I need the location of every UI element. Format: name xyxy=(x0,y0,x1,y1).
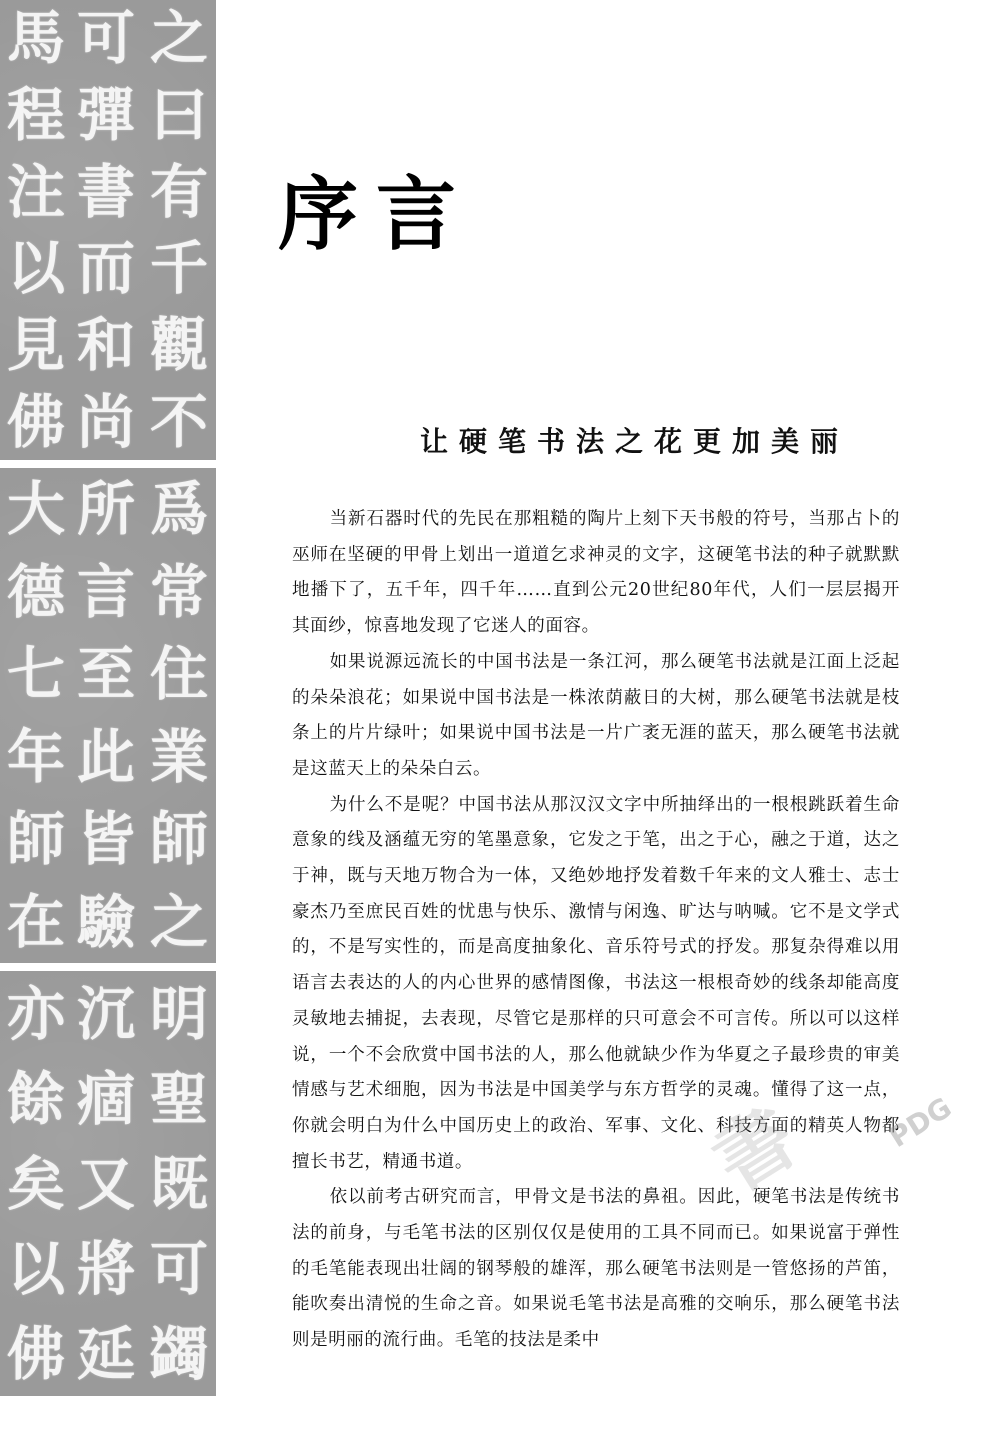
calligraphy-char: 延 xyxy=(76,1319,135,1388)
paragraph: 如果说源远流长的中国书法是一条江河，那么硬笔书法就是江面上泛起的朵朵浪花；如果说中国书法是一株浓荫蔽日的大树，那么硬笔书法就是枝条上的片片绿叶；如果说中国书法是一片广袤无涯的蓝天，那么硬笔书法就是这蓝天上的朵朵白云。 xyxy=(292,651,900,779)
paragraph: 依以前考古研究而言，甲骨文是书法的鼻祖。因此，硬笔书法是传统书法的前身，与毛笔书法的区别仅仅是使用的工具不同而已。如果说富于弹性的毛笔能表现出壮阔的钢琴般的雄浑，那么硬笔书法则是一管悠扬的芦笛，能吹奏出清悦的生命之音。如果说毛笔书法是高雅的交响乐，那么硬笔书法则是明丽的流行曲。毛笔的技法是柔中 xyxy=(292,1187,900,1351)
calligraphy-column xyxy=(2,468,70,963)
calligraphy-char: 千 xyxy=(149,234,208,303)
calligraphy-char: 言 xyxy=(76,557,135,626)
calligraphy-char: 尚 xyxy=(76,387,135,456)
calligraphy-char: 程 xyxy=(6,80,65,149)
watermark-seal-text: 書 xyxy=(698,1088,818,1210)
page-title: 序言 xyxy=(278,168,474,261)
calligraphy-char: 明 xyxy=(149,979,208,1048)
calligraphy-char: 以 xyxy=(6,234,65,303)
calligraphy-char: 住 xyxy=(149,640,208,709)
calligraphy-column xyxy=(145,971,213,1396)
calligraphy-char: 亦 xyxy=(6,979,65,1048)
paragraph: 为什么不是呢？中国书法从那汉汉文字中所抽绎出的一根根跳跃着生命意象的线及涵蕴无穷的笔墨意象，它发之于笔，出之于心，融之于道，达之于神，既与天地万物合为一体，又绝妙地抒发着数千年来的文人雅士、志士豪杰乃至庶民百姓的忧患与快乐、激情与闲逸、旷达与呐喊。它不是文学式的，不是写实性的，而是高度抽象化、音乐符号式的抒发。那复杂得难以用语言去表达的人的内心世界的感情图像，书法这一根根奇妙的线条却能高度灵敏地去捕捉，去表现，尽管它是那样的只可意会不可言传。所以可以这样说，一个不会欣赏中国书法的人，那么他就缺少作为华夏之子最珍贵的审美情感与艺术细胞，因为书法是中国美学与东方哲学的灵魂。懂得了这一点，你就会明白为什么中国历史上的政治、军事、文化、科技方面的精英人物都擅长书艺，精通书道。 xyxy=(292,794,900,1172)
calligraphy-char: 蠲 xyxy=(149,1319,208,1388)
calligraphy-char: 以 xyxy=(6,1234,65,1303)
calligraphy-char: 此 xyxy=(76,722,135,791)
calligraphy-char: 彈 xyxy=(76,80,135,149)
calligraphy-char: 聖 xyxy=(149,1064,208,1133)
calligraphy-char: 大 xyxy=(6,475,65,544)
calligraphy-char: 業 xyxy=(149,722,208,791)
calligraphy-char: 沉 xyxy=(76,979,135,1048)
watermark-label: PDG xyxy=(883,1090,958,1155)
calligraphy-char: 爲 xyxy=(149,475,208,544)
calligraphy-column xyxy=(145,0,213,460)
calligraphy-strip xyxy=(0,0,216,1396)
calligraphy-char: 有 xyxy=(149,157,208,226)
calligraphy-char: 至 xyxy=(76,640,135,709)
calligraphy-panel-top xyxy=(0,0,216,460)
calligraphy-char: 見 xyxy=(6,310,65,379)
calligraphy-char: 書 xyxy=(76,157,135,226)
calligraphy-char: 皆 xyxy=(76,805,135,874)
calligraphy-panel-bottom xyxy=(0,971,216,1396)
calligraphy-column xyxy=(72,468,140,963)
calligraphy-char: 師 xyxy=(6,805,65,874)
calligraphy-char: 而 xyxy=(76,234,135,303)
calligraphy-char: 馬 xyxy=(6,4,65,73)
calligraphy-char: 痼 xyxy=(76,1064,135,1133)
calligraphy-char: 師 xyxy=(149,805,208,874)
calligraphy-char: 又 xyxy=(76,1149,135,1218)
calligraphy-char: 年 xyxy=(6,722,65,791)
calligraphy-column xyxy=(2,971,70,1396)
calligraphy-char: 之 xyxy=(149,4,208,73)
calligraphy-char: 既 xyxy=(149,1149,208,1218)
section-subtitle: 让硬笔书法之花更加美丽 xyxy=(420,425,850,458)
calligraphy-char: 注 xyxy=(6,157,65,226)
paragraph: 当新石器时代的先民在那粗糙的陶片上刻下天书般的符号，当那占卜的巫师在坚硬的甲骨上划出一道道乞求神灵的文字，这硬笔书法的种子就默默地播下了，五千年，四千年……直到公元20世纪80年代，人们一层层揭开其面纱，惊喜地发现了它迷人的面容。 xyxy=(292,509,900,637)
calligraphy-column xyxy=(72,971,140,1396)
calligraphy-char: 所 xyxy=(76,475,135,544)
calligraphy-column xyxy=(72,0,140,460)
calligraphy-char: 不 xyxy=(149,387,208,456)
panel-divider xyxy=(0,963,216,971)
calligraphy-char: 曰 xyxy=(149,80,208,149)
calligraphy-char: 之 xyxy=(149,887,208,956)
calligraphy-column xyxy=(145,468,213,963)
calligraphy-column xyxy=(2,0,70,460)
calligraphy-char: 餘 xyxy=(6,1064,65,1133)
panel-divider xyxy=(0,460,216,468)
calligraphy-char: 常 xyxy=(149,557,208,626)
calligraphy-char: 佛 xyxy=(6,1319,65,1388)
calligraphy-char: 可 xyxy=(149,1234,208,1303)
calligraphy-char: 在 xyxy=(6,887,65,956)
calligraphy-char: 矣 xyxy=(6,1149,65,1218)
calligraphy-char: 佛 xyxy=(6,387,65,456)
calligraphy-char: 驗 xyxy=(76,887,135,956)
calligraphy-char: 將 xyxy=(76,1234,135,1303)
calligraphy-char: 可 xyxy=(76,4,135,73)
calligraphy-char: 德 xyxy=(6,557,65,626)
calligraphy-char: 觀 xyxy=(149,310,208,379)
calligraphy-panel-middle xyxy=(0,468,216,963)
calligraphy-char: 七 xyxy=(6,640,65,709)
calligraphy-char: 和 xyxy=(76,310,135,379)
